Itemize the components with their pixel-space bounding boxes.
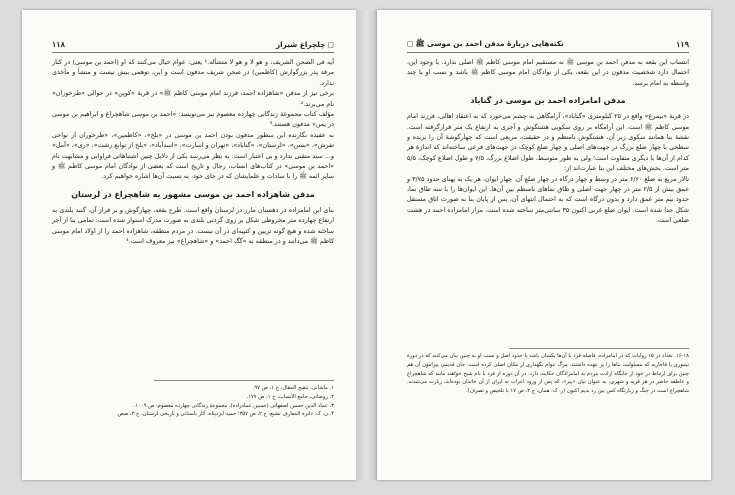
right-page bbox=[377, 10, 711, 480]
footnote: ۱. ماشانی، تنقیح المقال، ج ۱، ص ۹۷. bbox=[252, 385, 334, 391]
page-header bbox=[407, 38, 689, 53]
book-gutter bbox=[356, 10, 377, 480]
running-title: نکته‌هایی دربارهٔ مدفن احمد بن موسی ﷺ ◻ bbox=[407, 38, 564, 48]
page-number: ۱۱۸ bbox=[52, 39, 65, 49]
footnotes bbox=[52, 380, 334, 419]
paragraph: تالار مربع به ضلع ۶/۶۰ متر در وسط و چهار درگاه در چهار ضلع آن. چهار ایوان، هر یک به پهنای حدود ۳/۷۵ و عمق بیش از ۲/۵ متر در چهار جهت اصلی و طاق نماهای نامنظم بین آن‌ها. این ایوان‌ها را با سه طاق نما، حدود نیم متر عمق دارد و بدون درگاه است که به احتمال انتهای آن، پس از پایان بنا به صورت اتاق مستقل شکل جدا شده است. ایوان ضلع غربی اکنون ۳۵ سانتی‌متر ساخته شده است. مزار امامزاده احمد در هشت ضلعی است. bbox=[407, 175, 689, 225]
footnote-divider bbox=[509, 348, 689, 349]
footnote: ۴. ن. ک: دایرة المعارف تشیع، ج ۲، ص ۳۵۷؛ حمید ایزدپناه، آثار باستانی و تاریخی لرستان، ج ۳، صص bbox=[117, 411, 334, 418]
page-number: ۱۱۹ bbox=[676, 39, 689, 49]
paragraph: بنای این امامزاده در دهستان مارز در لرستان واقع است. طرح بقعه، چهارگوش و بر فراز آن، گنبد بلندی به ارتفاع چهارده متر مخروطی شکل بر روی گردنی بلندی به صورت مدرک استوار شده است. تمامی بنا از آجر ساخته شده و هیچ گونه تزیین و کتیبه‌ای در آن نیست. در مردم منطقه، شاهزاده احمد را از اولاد امام موسی کاظم ﷺ می‌دانند و در منطقه به «گگ احمد» و «شاهچراغ» نیز معروف است.⁴ bbox=[52, 206, 334, 246]
footnote: ۱۶-۱۸. تعداد در ۱۵ روایات که در امامزاده، فاصله فرد با آن‌ها یکسان باشد یا حدود اصل و نسب او به چنین بیان می‌کنند که در دورهٔ تیموری یا قاجاریه که مسئولیت بناها را بر عهده داشتند، مرگ عوام نگهداری از مکان اصلی کرده است. جان قدیمی پیرامون آن هم چنین برای ارتباط در خود از جایگاه ارادت مردم به امامزادگان حکایت دارد. در آن دوره از فرد با نام شیخ خواهند مانند که شاهچراغ و عاطفه حاضر در هر قریه و شهری، به عنوان بیان «پیر»، که پس از ورود اعراب به ایران از آن خاندان بوده‌اند، زیارت می‌شدند. شاهچراغ است در جنگ و زیارتگاه کس بین رد بدیم اکنون (ر. ک: همان، ج ۲، ص ۱۷ با تلخیص و تصرف). bbox=[407, 353, 689, 395]
section-heading: مدفن شاهزاده احمد بن موسی مشهور به شاهچراغ در لرستان bbox=[71, 189, 315, 199]
paragraph: انتساب این بقعه به مدفن احمد بن موسی ﷺ نه مستقیم امام موسی کاظم ﷺ اصلی ندارد. با وجود این، احتمال دارد شخصیت مدفون در این بقعه، یکی از نوادگان امام موسی کاظم ﷺ باشد و نسب او با چند واسطه به امام برسد. bbox=[407, 59, 689, 87]
paragraph: آیه فی الصحن الشریف، و هو لا و هو لا متشأله.¹ یعنی: عوام خیال می‌کنند که او (احمد بن موسی) در کنار مرقد پدر بزرگوارش (کاظمین) در صحن شریف مدفون است و این، توهمی بیش نیست و منشأ و مأخذی ندارد. bbox=[52, 59, 334, 87]
left-page bbox=[22, 10, 356, 480]
footnotes bbox=[407, 348, 689, 396]
paragraph: مؤلف کتاب مجموعهٔ زندگانی چهارده معصوم نیز می‌نویسد: «احمد بن موسی شاهچراغ و ابراهیم بن موسی در یمن» مدفون هستند.³ bbox=[52, 111, 334, 129]
page-body bbox=[407, 58, 689, 460]
footnote-divider bbox=[154, 380, 334, 381]
page-header bbox=[52, 38, 334, 53]
paragraph: در قریهٔ «بیمرغ» واقع در ۲۵ کیلومتری «گناباد»، آرامگاهی به چشم می‌خورد که به اعتقاد اهالی، فرزند امام موسی کاظم ﷺ است. این آرامگاه بر روی سکویی هشتگوش و آجری به ارتفاع یک متر قرارگرفته است. نقشهٔ بنا همانند سکوی زیر آن، هشتگوش نامنظم و در حقیقت، مربعی است که چهارگوشهٔ آن را بریده و سطحی با چهار ضلع بزرگ در جهت‌های اصلی و چهار ضلع کوچک در جهت‌های فرعی ساخته‌اند که اندازهٔ هر کدام از آن‌ها با دیگری متفاوت است؛ ولی به طور متوسط، طول اضلاع بزرگ، ۷/۵ و طول اضلاع کوچک، ۵/۵ متر است. بخش‌های مختلف این بنا عبارت‌اند از: bbox=[407, 113, 689, 173]
paragraph: برخی نیز از مدفن «شاهزاده احمد، فرزند امام موسی کاظم ﷺ» در قریهٔ «کوپن» در حوالی «طرخوران» نام می‌برند.² bbox=[52, 90, 334, 108]
footnote: ۳. عماد الدین حسین اصفهانی (حسین عمادزاده)، مجموعهٔ زندگانی چهارده معصوم، ص ۱۰۰۹. bbox=[133, 402, 334, 409]
paragraph: به عقیده نگارنده این سطور مدفون بودن احمد بن موسی در «بلخ»، «کاظمین»، «طرخوران از نواحی تفرش»، «بسن»، «لرستان»، «گناباد»، «تهران و اسارت»، «اسدآباد»، «بلخ از توابع رشت»، «ری»، «آمل» و... سند متقنی ندارد و بی اعتبار است. به نظر می‌رسد یکی از دلایل چنین اشتباهاتی فراوانی و مشابهت نام «احمد بن موسی» در کتاب‌های انساب، رجال و تاریخ است که بعضی از نوادگان امام موسی کاظم ﷺ و سایر ائمه ﷺ را با سادات و علمایشان که در جای خود، به نسبت آن‌ها اشاره خواهیم کرد. bbox=[52, 131, 334, 181]
section-heading: مدفن امامزاده احمد بن موسی در گناباد bbox=[470, 96, 626, 106]
footnote: ۲. روضاتی، جامع الأنساب، ج ۱، ص ۱۷۷. bbox=[246, 393, 334, 400]
running-title: ◻ چلچراغ شیراز bbox=[275, 39, 334, 49]
